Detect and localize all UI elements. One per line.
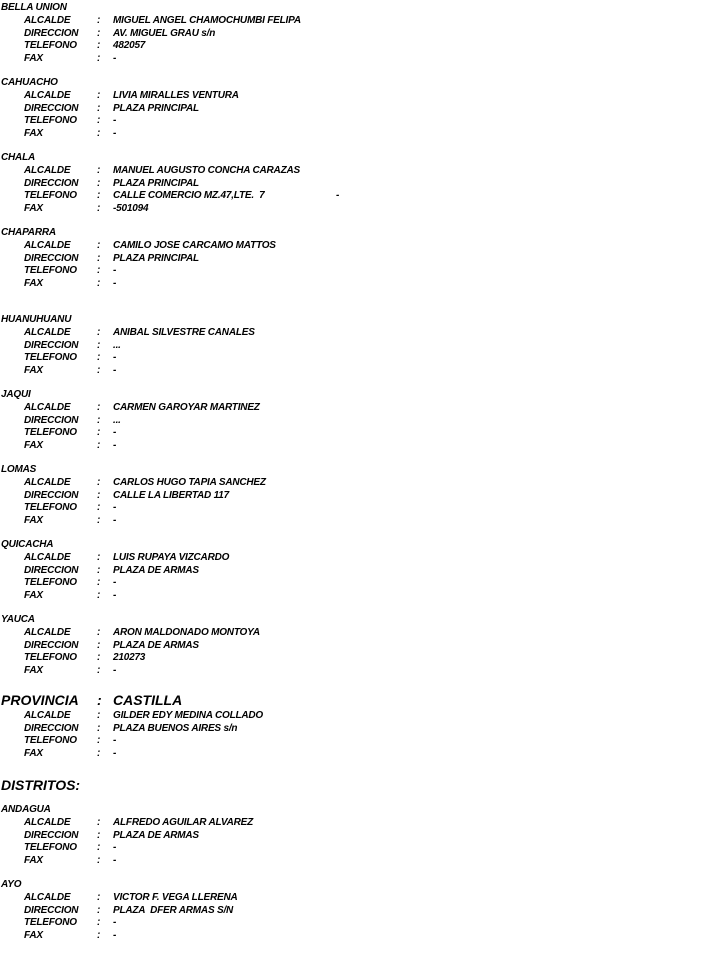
district-4-name: HUANUHUANU — [1, 314, 72, 325]
district-2-fax-label: FAX — [24, 202, 43, 214]
district-7-fax-colon: : — [97, 589, 101, 601]
province-direccion-label: DIRECCION — [24, 722, 79, 734]
district-8-direccion-value: PLAZA DE ARMAS — [113, 639, 199, 651]
district-4-telefono-colon: : — [97, 352, 101, 363]
district-10-direccion-label: DIRECCION — [24, 904, 79, 916]
district-4-fax-value: - — [113, 364, 117, 376]
district-0-fax-label: FAX — [24, 52, 43, 64]
district-8-telefono-colon: : — [97, 652, 101, 663]
district-1-direccion-colon: : — [97, 102, 101, 114]
district-2-fax-colon: : — [97, 202, 101, 214]
district-5-fax-value: - — [113, 439, 117, 451]
district-9-direccion-label: DIRECCION — [24, 829, 79, 841]
district-5-alcalde-colon: : — [97, 402, 101, 413]
province-fax-label: FAX — [24, 747, 43, 759]
district-3-telefono-colon: : — [97, 265, 101, 276]
district-6-fax-value: - — [113, 514, 117, 526]
district-1-fax-label: FAX — [24, 127, 43, 139]
district-0-alcalde-value: MIGUEL ANGEL CHAMOCHUMBI FELIPA — [113, 15, 301, 26]
district-8-alcalde-label: ALCALDE — [24, 627, 71, 638]
district-1-direccion-label: DIRECCION — [24, 102, 79, 114]
district-8-direccion-colon: : — [97, 639, 101, 651]
district-5-direccion-colon: : — [97, 414, 101, 426]
district-10-telefono-value: - — [113, 917, 117, 928]
district-9-alcalde-value: ALFREDO AGUILAR ALVAREZ — [113, 817, 254, 828]
district-3-direccion-colon: : — [97, 252, 101, 264]
district-9-alcalde-label: ALCALDE — [24, 817, 71, 828]
district-4-telefono-label: TELEFONO — [24, 352, 77, 363]
district-6-direccion-value: CALLE LA LIBERTAD 117 — [113, 489, 229, 501]
district-3-direccion-label: DIRECCION — [24, 252, 79, 264]
district-3-telefono-value: - — [113, 265, 117, 276]
district-2-direccion-label: DIRECCION — [24, 177, 79, 189]
district-6-telefono-colon: : — [97, 502, 101, 513]
province-alcalde-value: GILDER EDY MEDINA COLLADO — [113, 710, 264, 721]
district-1-fax-value: - — [113, 127, 117, 139]
district-2-name: CHALA — [1, 152, 35, 163]
province-direccion-colon: : — [97, 722, 101, 734]
district-5-alcalde-value: CARMEN GAROYAR MARTINEZ — [113, 402, 260, 413]
district-1-telefono-colon: : — [97, 115, 101, 126]
district-9-name: ANDAGUA — [1, 804, 51, 815]
district-10-alcalde-value: VICTOR F. VEGA LLERENA — [113, 892, 238, 903]
district-6-direccion-colon: : — [97, 489, 101, 501]
district-8-fax-value: - — [113, 664, 117, 676]
district-2-telefono-extra: - — [336, 190, 340, 201]
district-7-alcalde-colon: : — [97, 552, 101, 563]
district-1-alcalde-value: LIVIA MIRALLES VENTURA — [113, 90, 239, 101]
district-7-fax-value: - — [113, 589, 117, 601]
district-10-telefono-colon: : — [97, 917, 101, 928]
district-1-name: CAHUACHO — [1, 77, 58, 88]
district-0-telefono-colon: : — [97, 40, 101, 51]
district-2-alcalde-label: ALCALDE — [24, 165, 71, 176]
province-colon: : — [97, 692, 102, 708]
district-3-name: CHAPARRA — [1, 227, 56, 238]
district-0-direccion-colon: : — [97, 27, 101, 39]
district-9-fax-value: - — [113, 854, 117, 866]
district-8-telefono-value: 210273 — [113, 652, 146, 663]
district-2-direccion-colon: : — [97, 177, 101, 189]
district-10-alcalde-label: ALCALDE — [24, 892, 71, 903]
district-3-alcalde-colon: : — [97, 240, 101, 251]
district-9-fax-colon: : — [97, 854, 101, 866]
district-0-fax-colon: : — [97, 52, 101, 64]
district-4-direccion-value: ... — [113, 339, 121, 351]
district-2-fax-value: -501094 — [113, 202, 149, 214]
province-direccion-value: PLAZA BUENOS AIRES s/n — [113, 722, 238, 734]
district-2-telefono-label: TELEFONO — [24, 190, 77, 201]
district-10-telefono-label: TELEFONO — [24, 917, 77, 928]
district-0-alcalde-colon: : — [97, 15, 101, 26]
province-label: PROVINCIA — [1, 692, 79, 708]
district-4-fax-label: FAX — [24, 364, 43, 376]
district-6-telefono-value: - — [113, 502, 117, 513]
district-10-direccion-colon: : — [97, 904, 101, 916]
district-7-alcalde-label: ALCALDE — [24, 552, 71, 563]
district-6-fax-label: FAX — [24, 514, 43, 526]
district-7-direccion-value: PLAZA DE ARMAS — [113, 564, 199, 576]
district-0-name: BELLA UNION — [1, 2, 67, 13]
district-3-alcalde-label: ALCALDE — [24, 240, 71, 251]
district-1-alcalde-label: ALCALDE — [24, 90, 71, 101]
district-3-alcalde-value: CAMILO JOSE CARCAMO MATTOS — [113, 240, 276, 251]
district-6-name: LOMAS — [1, 464, 37, 475]
district-6-fax-colon: : — [97, 514, 101, 526]
district-1-telefono-value: - — [113, 115, 117, 126]
district-6-alcalde-colon: : — [97, 477, 101, 488]
district-9-fax-label: FAX — [24, 854, 43, 866]
province-telefono-value: - — [113, 735, 117, 746]
district-6-telefono-label: TELEFONO — [24, 502, 77, 513]
district-8-direccion-label: DIRECCION — [24, 639, 79, 651]
district-4-direccion-colon: : — [97, 339, 101, 351]
district-1-telefono-label: TELEFONO — [24, 115, 77, 126]
district-4-fax-colon: : — [97, 364, 101, 376]
province-fax-value: - — [113, 747, 117, 759]
district-0-telefono-label: TELEFONO — [24, 40, 77, 51]
district-2-direccion-value: PLAZA PRINCIPAL — [113, 177, 199, 189]
district-7-telefono-colon: : — [97, 577, 101, 588]
district-5-fax-colon: : — [97, 439, 101, 451]
district-8-fax-label: FAX — [24, 664, 43, 676]
district-6-alcalde-value: CARLOS HUGO TAPIA SANCHEZ — [113, 477, 266, 488]
district-10-fax-label: FAX — [24, 929, 43, 941]
district-9-telefono-label: TELEFONO — [24, 842, 77, 853]
district-7-direccion-label: DIRECCION — [24, 564, 79, 576]
district-9-direccion-value: PLAZA DE ARMAS — [113, 829, 199, 841]
district-5-name: JAQUI — [1, 389, 31, 400]
district-0-telefono-value: 482057 — [113, 40, 146, 51]
district-5-telefono-colon: : — [97, 427, 101, 438]
district-8-alcalde-colon: : — [97, 627, 101, 638]
distritos-heading: DISTRITOS: — [1, 777, 81, 793]
district-10-alcalde-colon: : — [97, 892, 101, 903]
province-alcalde-label: ALCALDE — [24, 710, 71, 721]
district-7-telefono-value: - — [113, 577, 117, 588]
district-0-fax-value: - — [113, 52, 117, 64]
province-name: CASTILLA — [113, 692, 183, 708]
district-9-telefono-colon: : — [97, 842, 101, 853]
district-10-name: AYO — [1, 879, 22, 890]
district-6-direccion-label: DIRECCION — [24, 489, 79, 501]
district-7-alcalde-value: LUIS RUPAYA VIZCARDO — [113, 552, 230, 563]
district-10-fax-value: - — [113, 929, 117, 941]
district-1-alcalde-colon: : — [97, 90, 101, 101]
district-8-telefono-label: TELEFONO — [24, 652, 77, 663]
district-7-direccion-colon: : — [97, 564, 101, 576]
district-3-fax-label: FAX — [24, 277, 43, 289]
district-3-fax-colon: : — [97, 277, 101, 289]
district-10-direccion-value: PLAZA DFER ARMAS S/N — [113, 904, 234, 916]
district-5-alcalde-label: ALCALDE — [24, 402, 71, 413]
district-6-alcalde-label: ALCALDE — [24, 477, 71, 488]
district-5-fax-label: FAX — [24, 439, 43, 451]
province-telefono-colon: : — [97, 735, 101, 746]
district-4-alcalde-colon: : — [97, 327, 101, 338]
district-2-alcalde-value: MANUEL AUGUSTO CONCHA CARAZAS — [113, 165, 300, 176]
district-8-fax-colon: : — [97, 664, 101, 676]
district-2-telefono-colon: : — [97, 190, 101, 201]
district-4-alcalde-label: ALCALDE — [24, 327, 71, 338]
district-7-fax-label: FAX — [24, 589, 43, 601]
district-5-direccion-label: DIRECCION — [24, 414, 79, 426]
district-9-telefono-value: - — [113, 842, 117, 853]
district-4-direccion-label: DIRECCION — [24, 339, 79, 351]
district-5-telefono-label: TELEFONO — [24, 427, 77, 438]
district-7-name: QUICACHA — [1, 539, 54, 550]
district-1-direccion-value: PLAZA PRINCIPAL — [113, 102, 199, 114]
province-alcalde-colon: : — [97, 710, 101, 721]
district-5-direccion-value: ... — [113, 414, 121, 426]
district-2-telefono-value: CALLE COMERCIO MZ.47,LTE. 7 — [113, 190, 265, 201]
district-8-name: YAUCA — [1, 614, 35, 625]
district-0-alcalde-label: ALCALDE — [24, 15, 71, 26]
district-9-direccion-colon: : — [97, 829, 101, 841]
district-8-alcalde-value: ARON MALDONADO MONTOYA — [113, 627, 260, 638]
district-4-alcalde-value: ANIBAL SILVESTRE CANALES — [113, 327, 255, 338]
district-4-telefono-value: - — [113, 352, 117, 363]
province-fax-colon: : — [97, 747, 101, 759]
district-1-fax-colon: : — [97, 127, 101, 139]
district-3-telefono-label: TELEFONO — [24, 265, 77, 276]
district-0-direccion-label: DIRECCION — [24, 27, 79, 39]
district-3-fax-value: - — [113, 277, 117, 289]
district-10-fax-colon: : — [97, 929, 101, 941]
district-2-alcalde-colon: : — [97, 165, 101, 176]
district-7-telefono-label: TELEFONO — [24, 577, 77, 588]
district-3-direccion-value: PLAZA PRINCIPAL — [113, 252, 199, 264]
district-5-telefono-value: - — [113, 427, 117, 438]
district-9-alcalde-colon: : — [97, 817, 101, 828]
district-0-direccion-value: AV. MIGUEL GRAU s/n — [113, 27, 216, 39]
province-telefono-label: TELEFONO — [24, 735, 77, 746]
